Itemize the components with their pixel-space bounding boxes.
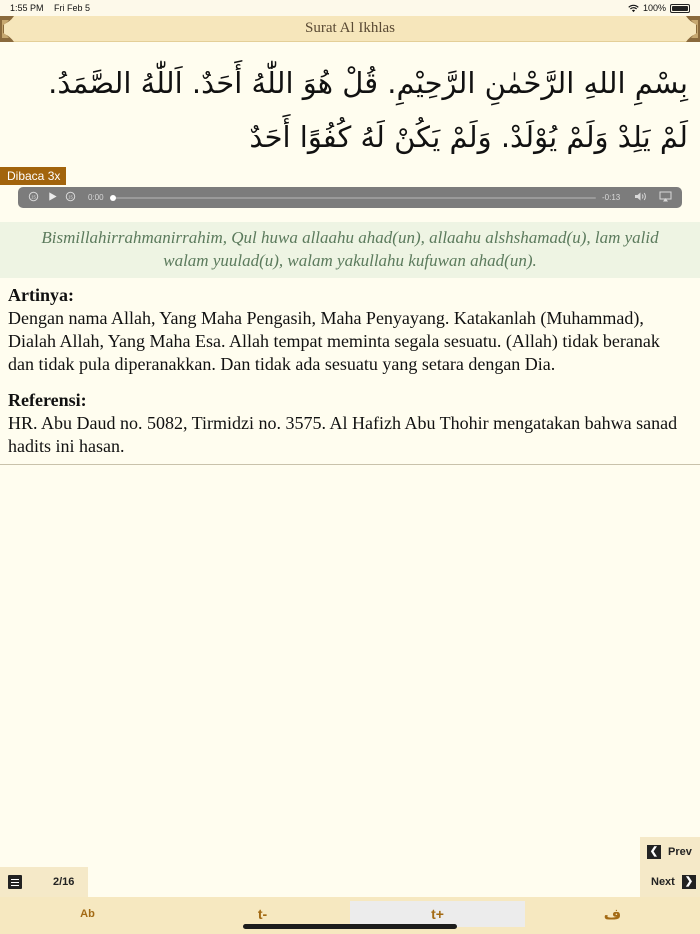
content-body bbox=[8, 284, 688, 471]
chevron-right-icon: ❯ bbox=[682, 875, 696, 889]
content-divider bbox=[0, 464, 700, 465]
status-bar bbox=[0, 0, 700, 16]
arabic-verse: بِسْمِ اللهِ الرَّحْمٰنِ الرَّحِيْمِ. قُلْ هُوَ اللّٰهُ أَحَدٌ. اَللّٰهُ الصَّمَدُ. لَمْ يَلِدْ وَلَمْ يُوْلَدْ. وَلَمْ يَكُنْ لَهُ كُفُوًا أَحَدٌ bbox=[48, 66, 688, 154]
status-date: Fri Feb 5 bbox=[54, 3, 91, 13]
read-count-badge[interactable]: Dibaca 3x bbox=[0, 167, 66, 185]
title-bar bbox=[0, 16, 700, 42]
svg-text:15: 15 bbox=[31, 194, 36, 200]
prev-button[interactable] bbox=[640, 837, 700, 867]
next-label: Next bbox=[651, 876, 675, 888]
skip-forward-15-icon[interactable] bbox=[65, 191, 76, 202]
svg-text:15: 15 bbox=[68, 194, 73, 200]
skip-back-15-icon[interactable] bbox=[28, 191, 39, 202]
arabic-toggle-button[interactable]: ف bbox=[603, 905, 622, 923]
chevron-left-icon: ❮ bbox=[647, 845, 661, 859]
audio-current-time: 0:00 bbox=[88, 193, 104, 202]
audio-scrubber[interactable] bbox=[110, 197, 596, 199]
battery-icon bbox=[670, 4, 690, 13]
right-ornament-icon bbox=[682, 16, 700, 42]
reference-text: HR. Abu Daud no. 5082, Tirmidzi no. 3575. Al Hafizh Abu Thohir mengatakan bahwa sanad hadits ini hasan. bbox=[8, 413, 678, 456]
airplay-icon[interactable] bbox=[659, 191, 672, 202]
status-time: 1:55 PM bbox=[10, 3, 44, 13]
increase-text-button[interactable]: t+ bbox=[350, 901, 525, 927]
meaning-heading: Artinya: bbox=[8, 285, 74, 305]
next-button[interactable] bbox=[640, 867, 700, 897]
font-style-button[interactable]: Ab bbox=[80, 908, 95, 920]
decrease-text-button[interactable]: t- bbox=[257, 906, 268, 922]
meaning-text: Dengan nama Allah, Yang Maha Pengasih, Maha Penyayang. Katakanlah (Muhammad), Dialah Allah, Yang Maha Esa. Allah tempat meminta segala sesuatu. (Allah) tidak beranak dan tidak pula diperanakkan. Dan tidak ada sesuatu yang setara dengan Dia. bbox=[8, 308, 660, 374]
transliteration: Bismillahirrahmanirrahim, Qul huwa allaahu ahad(un), allaahu alshshamad(u), lam yalid walam yuulad(u), walam yakullahu kufuwan ahad(un). bbox=[0, 222, 700, 278]
page-indicator: 2/16 bbox=[53, 876, 75, 888]
play-icon[interactable] bbox=[47, 191, 58, 202]
prev-label: Prev bbox=[668, 846, 692, 858]
home-indicator[interactable] bbox=[243, 924, 457, 929]
menu-icon[interactable] bbox=[8, 875, 22, 889]
audio-remaining-time: -0:13 bbox=[602, 193, 621, 202]
battery-percent: 100% bbox=[642, 3, 666, 13]
page-indicator-bar bbox=[0, 867, 88, 897]
volume-icon[interactable] bbox=[634, 191, 648, 202]
reference-heading: Referensi: bbox=[8, 390, 87, 410]
audio-player bbox=[18, 187, 682, 208]
audio-scrubber-knob[interactable] bbox=[110, 195, 116, 201]
wifi-icon bbox=[628, 4, 639, 13]
page-title: Surat Al Ikhlas bbox=[305, 20, 395, 36]
